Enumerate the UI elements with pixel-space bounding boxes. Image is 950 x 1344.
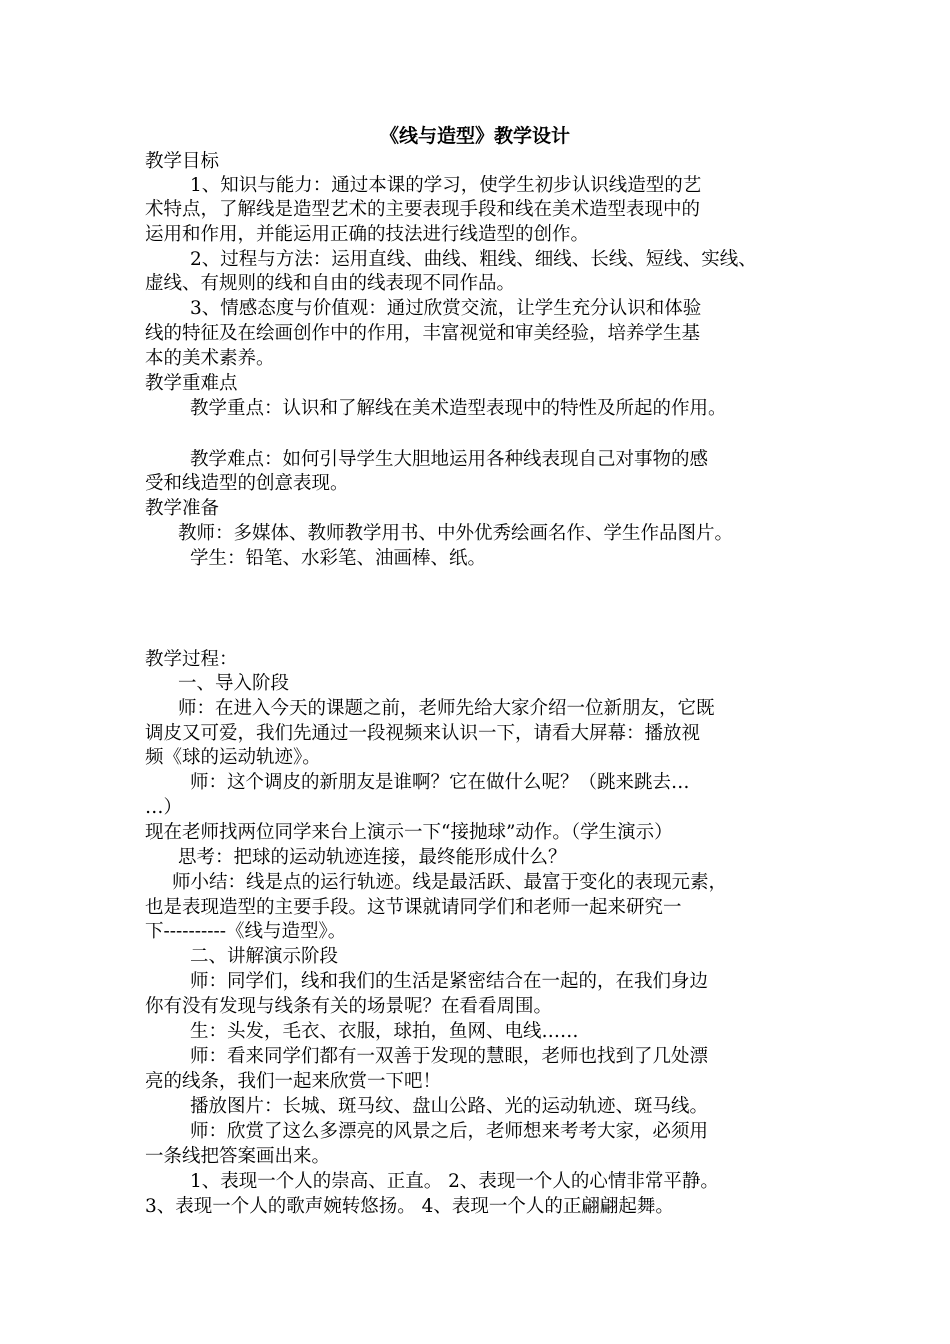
paragraph-line: 师：在进入今天的课题之前，老师先给大家介绍一位新朋友，它既 xyxy=(178,698,715,719)
section-heading: 一、导入阶段 xyxy=(178,673,290,694)
paragraph-line: 教学难点：如何引导学生大胆地运用各种线表现自己对事物的感 xyxy=(190,449,709,470)
paragraph-line: …） xyxy=(145,797,183,818)
paragraph-line: 你有没有发现与线条有关的场景呢？在看看周围。 xyxy=(145,996,553,1017)
heading-preparation: 教学准备 xyxy=(145,498,220,519)
paragraph-line: 频《球的运动轨迹》。 xyxy=(145,747,321,768)
paragraph-line: 播放图片：长城、斑马纹、盘山公路、光的运动轨迹、斑马线。 xyxy=(190,1096,709,1117)
paragraph-line: 3、表现一个人的歌声婉转悠扬。 4、表现一个人的正翩翩起舞。 xyxy=(145,1196,674,1217)
paragraph-line: 术特点，了解线是造型艺术的主要表现手段和线在美术造型表现中的 xyxy=(145,199,701,220)
paragraph-line: 师：看来同学们都有一双善于发现的慧眼，老师也找到了几处漂 xyxy=(190,1046,709,1067)
paragraph-line: 师：同学们，线和我们的生活是紧密结合在一起的，在我们身边 xyxy=(190,971,709,992)
paragraph-line: 调皮又可爱，我们先通过一段视频来认识一下，请看大屏幕：播放视 xyxy=(145,723,701,744)
paragraph-line: 教师：多媒体、教师教学用书、中外优秀绘画名作、学生作品图片。 xyxy=(178,523,734,544)
paragraph-line: 1、知识与能力：通过本课的学习，使学生初步认识线造型的艺 xyxy=(190,175,702,196)
paragraph-line: 生：头发，毛衣、衣服，球拍，鱼网、电线…… xyxy=(190,1021,579,1042)
paragraph-line: 受和线造型的创意表现。 xyxy=(145,473,349,494)
paragraph-line: 思考：把球的运动轨迹连接，最终能形成什么？ xyxy=(178,847,567,868)
paragraph-line: 3、情感态度与价值观：通过欣赏交流，让学生充分认识和体验 xyxy=(190,298,702,319)
paragraph-line: 运用和作用，并能运用正确的技法进行线造型的创作。 xyxy=(145,224,590,245)
paragraph-line: 2、过程与方法：运用直线、曲线、粗线、细线、长线、短线、实线、 xyxy=(190,249,757,270)
paragraph-line: 师：这个调皮的新朋友是谁啊？它在做什么呢？（跳来跳去… xyxy=(190,772,690,793)
paragraph-line: 亮的线条，我们一起来欣赏一下吧！ xyxy=(145,1071,442,1092)
section-heading: 二、讲解演示阶段 xyxy=(190,946,339,967)
heading-process: 教学过程： xyxy=(145,649,238,670)
paragraph-line: 师：欣赏了这么多漂亮的风景之后，老师想来考考大家，必须用 xyxy=(190,1121,709,1142)
paragraph-line: 师小结：线是点的运行轨迹。线是最活跃、最富于变化的表现元素， xyxy=(172,872,728,893)
paragraph-line: 一条线把答案画出来。 xyxy=(145,1146,331,1167)
paragraph-line: 1、表现一个人的崇高、正直。 2、表现一个人的心情非常平静。 xyxy=(190,1171,719,1192)
paragraph-line: 虚线、有规则的线和自由的线表现不同作品。 xyxy=(145,273,516,294)
heading-key-points: 教学重难点 xyxy=(145,373,238,394)
document-title: 《线与造型》教学设计 xyxy=(379,125,570,147)
paragraph-line: 下----------《线与造型》。 xyxy=(145,921,347,942)
paragraph-line: 本的美术素养。 xyxy=(145,348,275,369)
heading-goals: 教学目标 xyxy=(145,151,220,172)
paragraph-line: 学生：铅笔、水彩笔、油画棒、纸。 xyxy=(190,548,487,569)
paragraph-line: 线的特征及在绘画创作中的作用，丰富视觉和审美经验，培养学生基 xyxy=(145,323,701,344)
paragraph-line: 也是表现造型的主要手段。这节课就请同学们和老师一起来研究一 xyxy=(145,897,682,918)
paragraph-line: 教学重点：认识和了解线在美术造型表现中的特性及所起的作用。 xyxy=(190,398,727,419)
paragraph-line: 现在老师找两位同学来台上演示一下“接抛球”动作。（学生演示） xyxy=(145,822,673,843)
